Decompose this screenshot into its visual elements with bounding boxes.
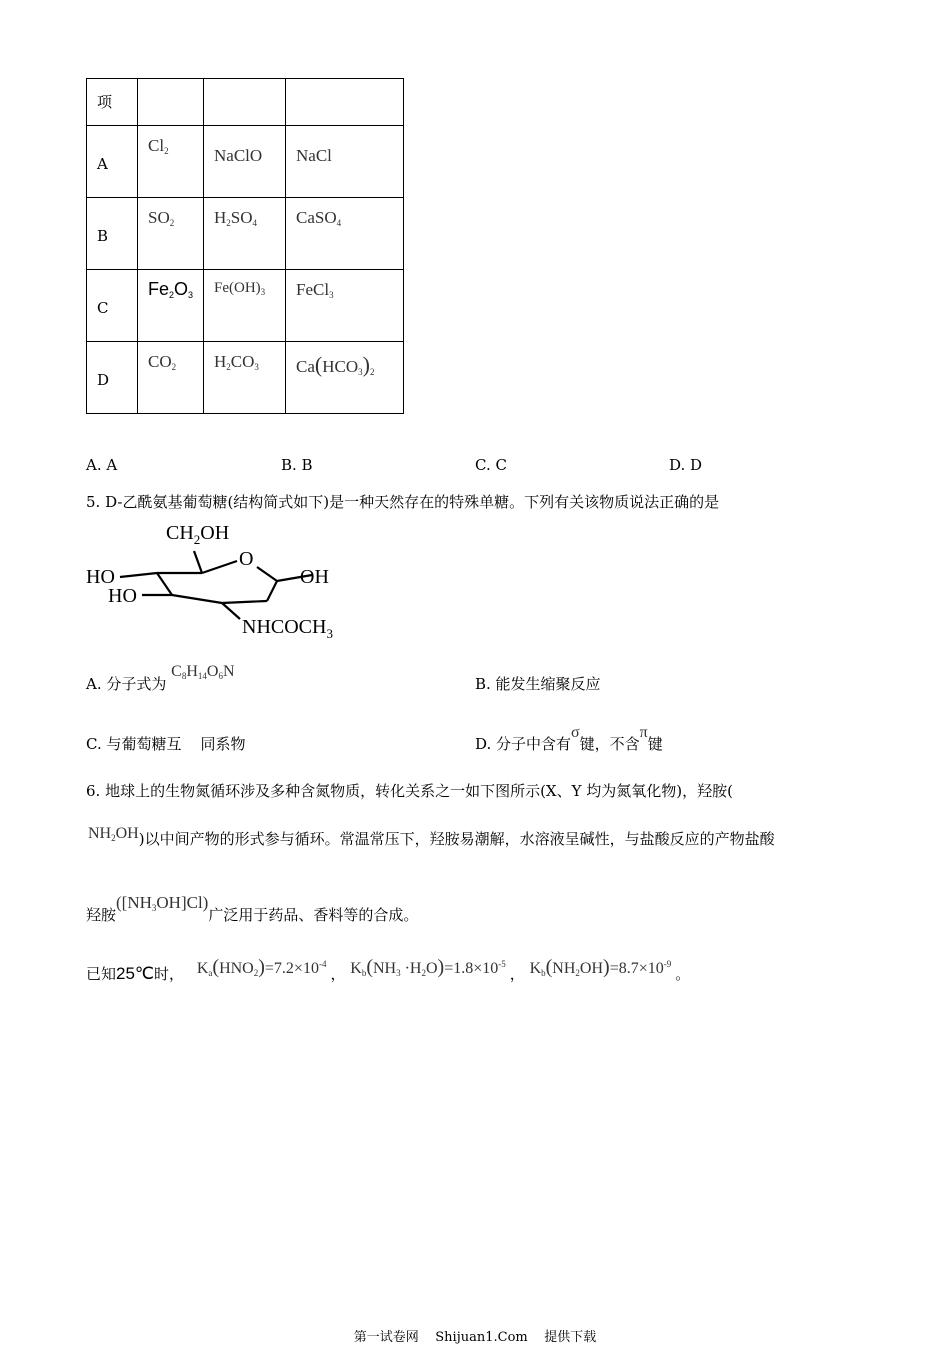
- formula: $CO_2$: [148, 352, 177, 372]
- page-footer: 第一试卷网 Shijuan1.Com 提供下载: [353, 1330, 597, 1345]
- formula: $Fe(OH)_3$: [214, 280, 266, 297]
- formula: CaSO$_4$: [296, 208, 342, 228]
- formula: NaCl: [296, 146, 332, 165]
- table-header-cell: 项: [87, 79, 138, 126]
- q6-line-2: $NH_2OH$)以中间产物的形式参与循环。常温常压下，羟胺易潮解，水溶液呈碱性，与盐酸反应的产物盐酸: [88, 825, 775, 848]
- formula: $Ca(HCO_3)_2$: [296, 352, 375, 377]
- q5-option-c: C. 与葡萄糖互 同系物: [86, 735, 246, 753]
- table-header-cell: [204, 79, 286, 126]
- formula: $Cl_2$: [148, 136, 169, 156]
- choice-b: B. B: [281, 456, 313, 474]
- table-row: B $SO_2$ $H_2SO_4$ CaSO$_4$: [87, 198, 404, 270]
- choice-c: C. C: [475, 456, 507, 474]
- options-table: [86, 78, 404, 414]
- q5-option-a: A. 分子式为 $C_8H_{14}O_6N$: [86, 663, 235, 693]
- formula: $H_2CO_3$: [214, 352, 259, 372]
- table-row: A $Cl_2$ NaClO NaCl: [87, 126, 404, 198]
- q6-line-1: 6. 地球上的生物氮循环涉及多种含氮物质，转化关系之一如下图所示(X、Y 均为氮氧化物)，羟胺(: [86, 782, 733, 800]
- choice-d: D. D: [669, 456, 703, 474]
- ch2oh-label: $CH_2OH$: [166, 522, 230, 547]
- formula: NaClO: [214, 146, 263, 165]
- formula: $SO_2$: [148, 208, 175, 228]
- ho-lower-label: HO: [108, 585, 137, 607]
- formula: $Fe_2O_3$: [148, 279, 194, 300]
- oh-right-label: OH: [300, 566, 329, 588]
- q6-line-3: 羟胺$([NH_3OH]Cl)$广泛用于药品、香料等的合成。: [86, 893, 419, 924]
- formula: FeCl$_3$: [296, 280, 334, 300]
- q5-option-d: D. 分子中含有σ键，不含π键: [475, 724, 663, 753]
- glucosamine-structure: [82, 515, 362, 645]
- ring-oxygen-label: O: [239, 548, 254, 570]
- table-row: C $Fe_2O_3$ $Fe(OH)_3$ FeCl$_3$: [87, 270, 404, 342]
- table-header-cell: [286, 79, 404, 126]
- question-5-stem: 5. D-乙酰氨基葡萄糖(结构简式如下)是一种天然存在的特殊单糖。下列有关该物质说法正确的是: [86, 493, 720, 511]
- table-row: D $CO_2$ $H_2CO_3$ $Ca(HCO_3)_2$: [87, 342, 404, 414]
- q6-line-4: 已知25℃时， $K_a(HNO_2)=7.2\times 10^{-4}$ ， $K_b(NH_3 \cdot H_2O)=1.8\times 10^{-5}$ ， $K_b(NH_2OH)=8.7\times 10^{-9}$ 。: [86, 956, 691, 983]
- choice-a: A. A: [86, 456, 118, 474]
- table-header-cell: [138, 79, 204, 126]
- ho-left-label: HO: [86, 566, 115, 588]
- nhcoch3-label: $NHCOCH_3$: [242, 616, 333, 641]
- q5-option-b: B. 能发生缩聚反应: [475, 675, 601, 693]
- formula: $H_2SO_4$: [214, 208, 258, 228]
